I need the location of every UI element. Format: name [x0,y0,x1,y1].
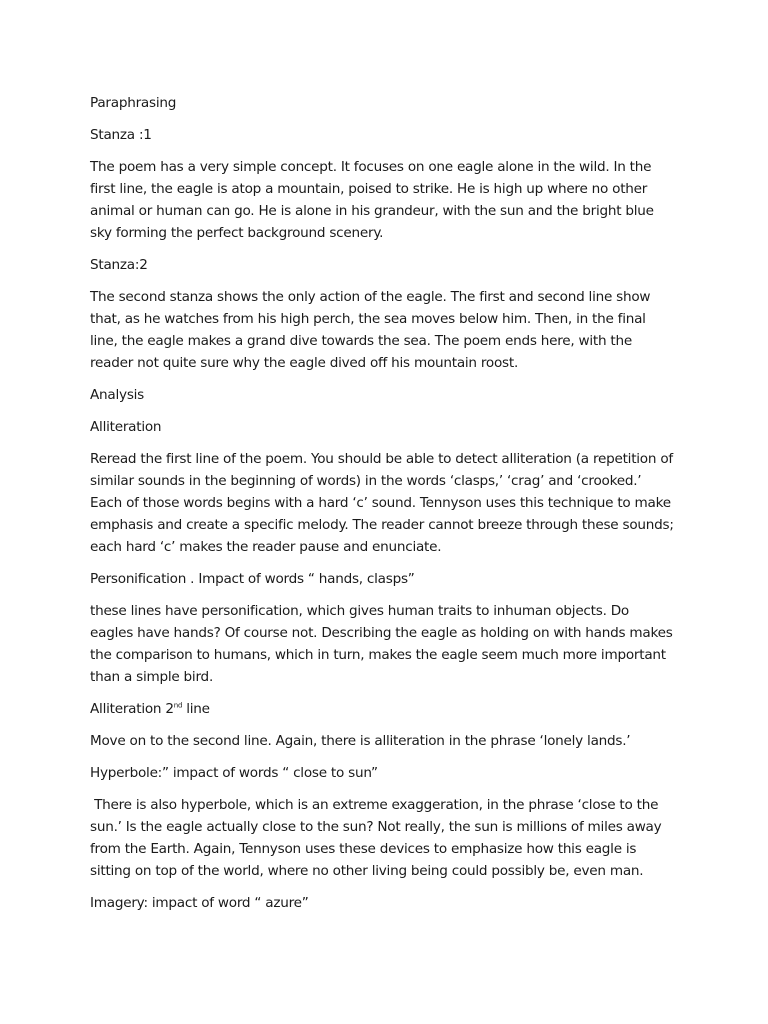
alliteration2-paragraph: Move on to the second line. Again, there is alliteration in the phrase ‘lonely lands.’ [90,733,631,749]
personification-label: Personification . Impact of words “ hands, clasps” [90,571,415,587]
stanza1-paragraph: The poem has a very simple concept. It focuses on one eagle alone in the wild. In the first line, the eagle is atop a mountain, poised to strike. He is high up where no other animal or human can go. He is alone in his grandeur, with the sun and the bright blue sky forming the perfect background scenery. [90,159,654,241]
alliteration2-label-prefix: Alliteration 2 [90,701,174,717]
heading-analysis: Analysis [90,387,145,403]
stanza2-label: Stanza:2 [90,257,148,273]
imagery-label: Imagery: impact of word “ azure” [90,895,309,911]
hyperbole-label: Hyperbole:” impact of words “ close to sun” [90,765,378,781]
document-page [90,92,676,924]
stanza2-paragraph: The second stanza shows the only action of the eagle. The first and second line show that, as he watches from his high perch, the sea moves below him. Then, in the final line, the eagle makes a grand dive towards the sea. The poem ends here, with the reader not quite sure why the eagle dived off his mountain roost. [90,289,651,371]
alliteration2-label-sup: nd [173,701,183,710]
heading-paraphrasing: Paraphrasing [90,95,177,111]
stanza1-label: Stanza :1 [90,127,152,143]
alliteration2-label [90,698,676,720]
alliteration-label: Alliteration [90,419,162,435]
alliteration-paragraph: Reread the first line of the poem. You should be able to detect alliteration (a repetition of similar sounds in the beginning of words) in the words ‘clasps,’ ‘crag’ and ‘crooked.’ Each of those words begins with a hard ‘c’ sound. Tennyson uses this technique to make emphasis and create a specific melody. The reader cannot breeze through these sounds; each hard ‘c’ makes the reader pause and enunciate. [90,451,674,555]
hyperbole-paragraph: There is also hyperbole, which is an extreme exaggeration, in the phrase ‘close to the sun.’ Is the eagle actually close to the sun? Not really, the sun is millions of miles away from the Earth. Again, Tennyson uses these devices to emphasize how this eagle is sitting on top of the world, where no other living being could possibly be, even man. [90,797,666,879]
personification-paragraph: these lines have personification, which gives human traits to inhuman objects. Do eagles have hands? Of course not. Describing the eagle as holding on with hands makes the comparison to humans, which in turn, makes the eagle seem much more important than a simple bird. [90,603,673,685]
alliteration2-label-suffix: line [182,701,210,717]
